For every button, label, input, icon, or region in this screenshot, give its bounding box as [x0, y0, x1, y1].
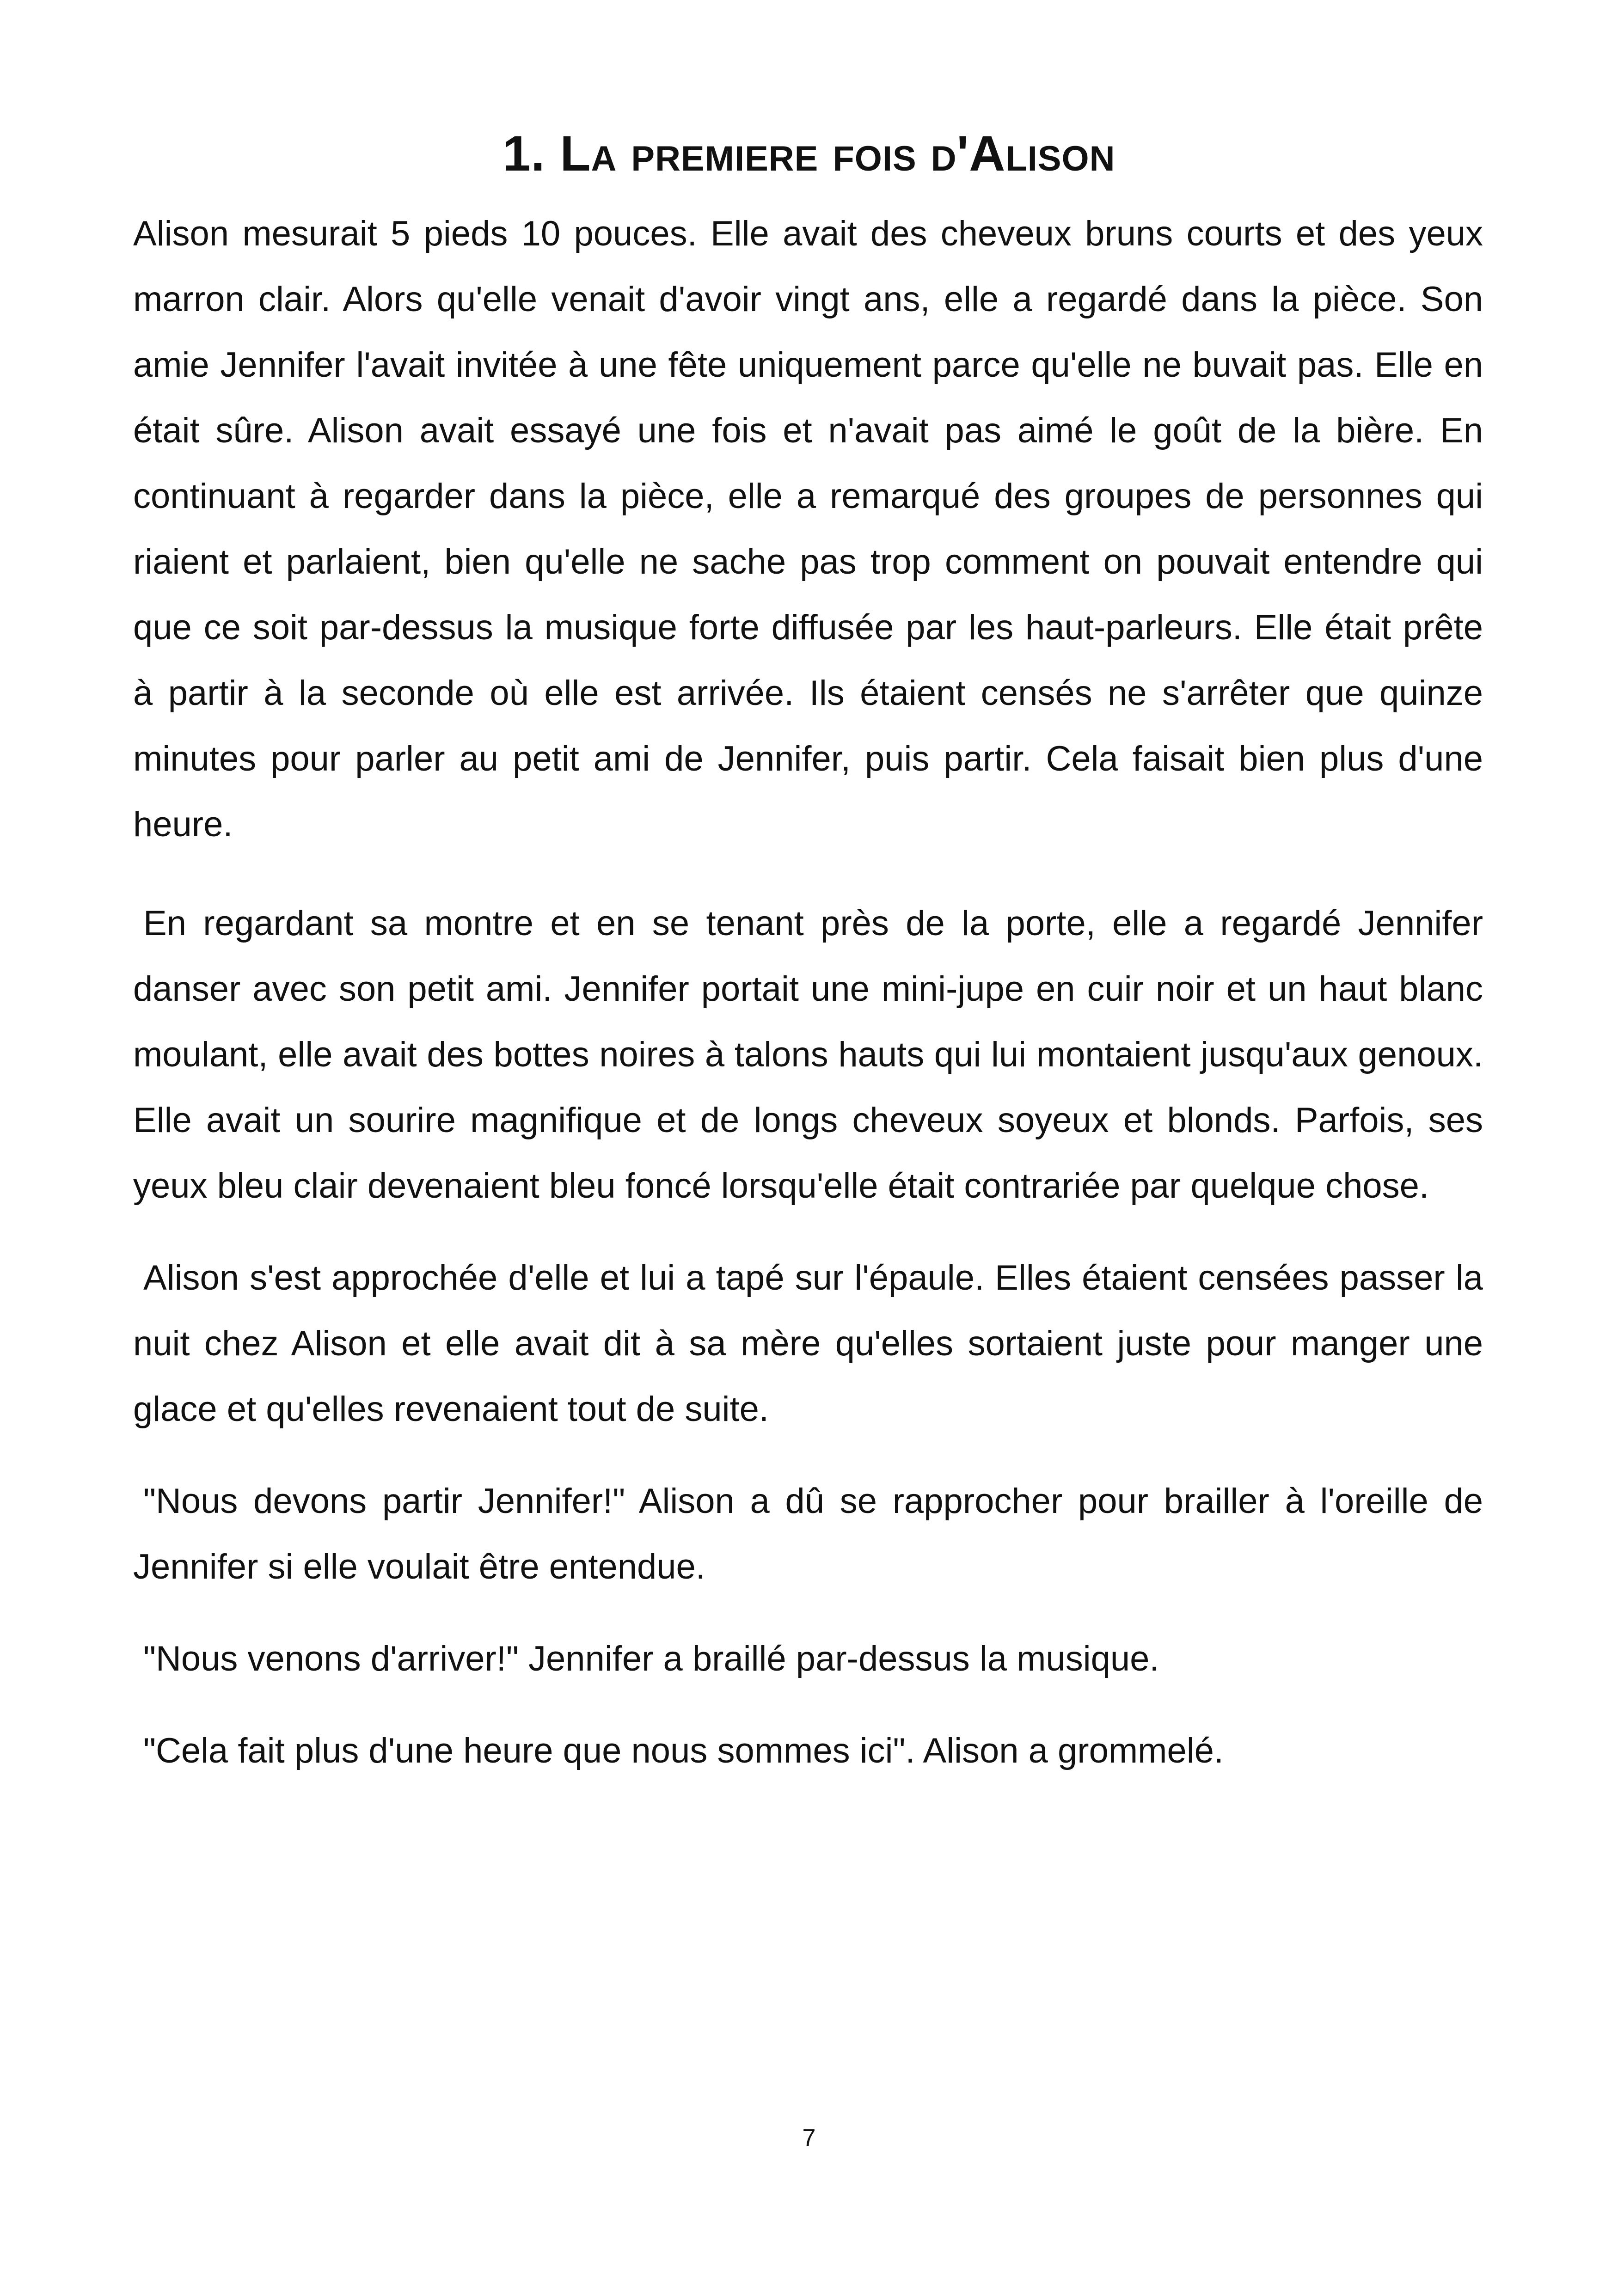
paragraph-5: "Nous venons d'arriver!" Jennifer a braillé par-dessus la musique.: [143, 1639, 1159, 1678]
chapter-title: [0, 121, 1618, 186]
chapter-body: [133, 201, 1483, 1784]
paragraph-3: Alison s'est approchée d'elle et lui a tapé sur l'épaule. Elles étaient censées passer la nuit chez Alison et elle avait dit à sa mère qu'elles sortaient juste pour manger une glace et qu'elles revenaient tout de suite.: [133, 1258, 1483, 1429]
paragraph-1: Alison mesurait 5 pieds 10 pouces. Elle avait des cheveux bruns courts et des yeux marron clair. Alors qu'elle venait d'avoir vingt ans, elle a regardé dans la pièce. Son amie Jennifer l'avait invitée à une fête uniquement parce qu'elle ne buvait pas. Elle en était sûre. Alison avait essayé une fois et n'avait pas aimé le goût de la bière. En continuant à regarder dans la pièce, elle a remarqué des groupes de personnes qui riaient et parlaient, bien qu'elle ne sache pas trop comment on pouvait entendre qui que ce soit par-dessus la musique forte diffusée par les haut-parleurs. Elle était prête à partir à la seconde où elle est arrivée. Ils étaient censés ne s'arrêter que quinze minutes pour parler au petit ami de Jennifer, puis partir. Cela faisait bien plus d'une heure.: [133, 214, 1483, 844]
chapter-number: 1.: [503, 125, 545, 182]
paragraph-4: "Nous devons partir Jennifer!" Alison a dû se rapprocher pour brailler à l'oreille de Jennifer si elle voulait être entendue.: [133, 1482, 1483, 1586]
chapter-title-text: La premiere fois d'Alison: [560, 125, 1115, 182]
paragraph-2: En regardant sa montre et en se tenant près de la porte, elle a regardé Jennifer danser avec son petit ami. Jennifer portait une mini-jupe en cuir noir et un haut blanc moulant, elle avait des bottes noires à talons hauts qui lui montaient jusqu'aux genoux. Elle avait un sourire magnifique et de longs cheveux soyeux et blonds. Parfois, ses yeux bleu clair devenaient bleu foncé lorsqu'elle était contrariée par quelque chose.: [133, 904, 1483, 1206]
paragraph-6: "Cela fait plus d'une heure que nous sommes ici". Alison a grommelé.: [143, 1731, 1224, 1770]
page-number: 7: [802, 2125, 816, 2151]
